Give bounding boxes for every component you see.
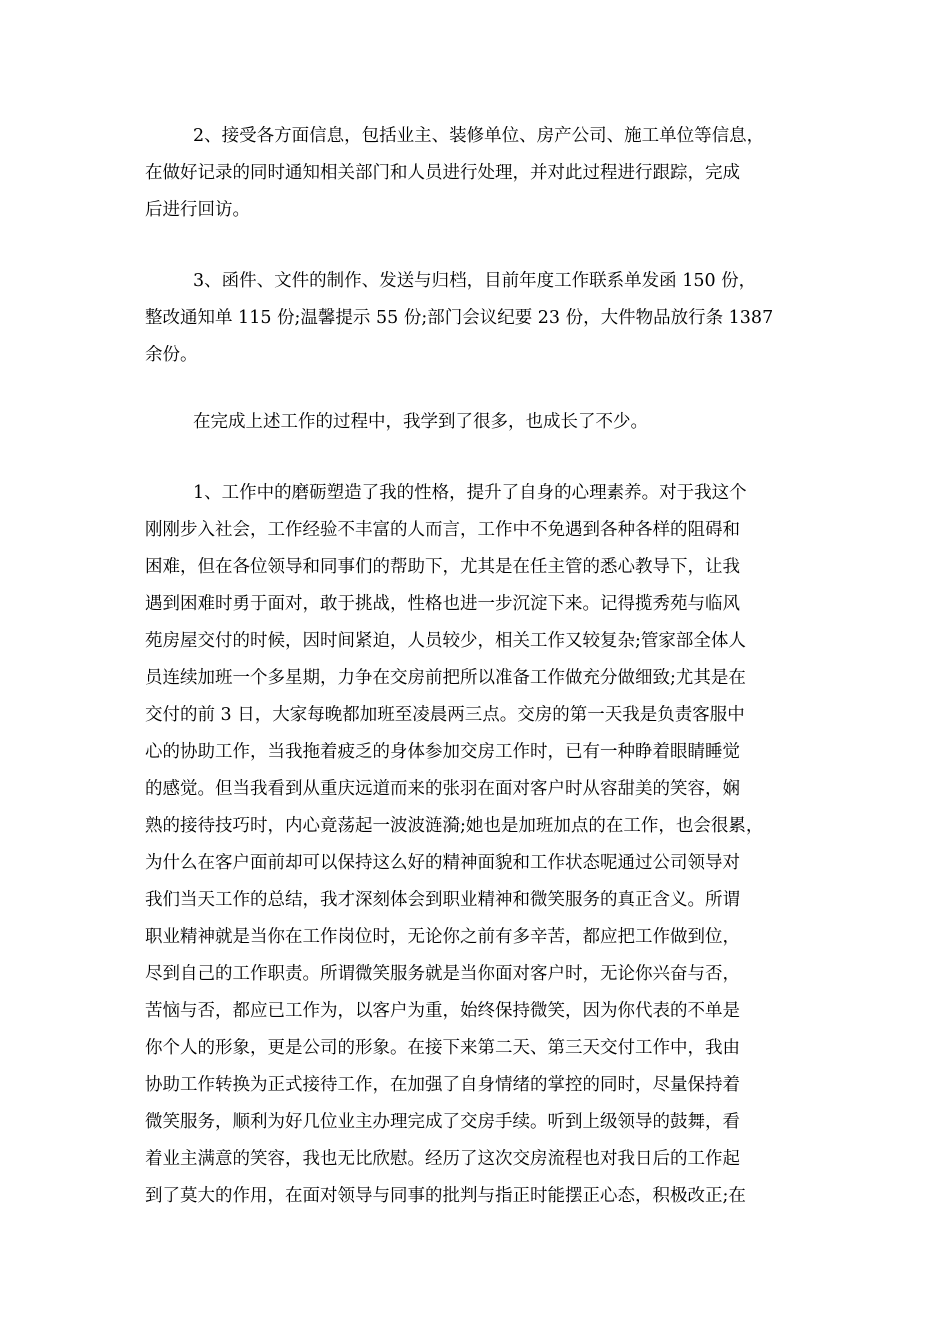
text-line: 到了莫大的作用，在面对领导与同事的批判与指正时能摆正心态，积极改正;在 — [145, 1186, 746, 1206]
text-line: 着业主满意的笑容，我也无比欣慰。经历了这次交房流程也对我日后的工作起 — [145, 1149, 740, 1169]
text-line: 整改通知单 115 份;温馨提示 55 份;部门会议纪要 23 份，大件物品放行条 1387 — [145, 308, 774, 328]
text-line: 后进行回访。 — [145, 200, 250, 220]
text-line: 2、接受各方面信息，包括业主、装修单位、房产公司、施工单位等信息， — [193, 126, 765, 146]
paragraph-item-1-growth — [145, 475, 825, 1215]
paragraph-summary — [145, 404, 825, 441]
paragraph-item-2-info-handling — [145, 118, 825, 229]
text-line: 刚刚步入社会，工作经验不丰富的人而言，工作中不免遇到各种各样的阻碍和 — [145, 520, 740, 540]
text-line: 3、函件、文件的制作、发送与归档，目前年度工作联系单发函 150 份， — [193, 271, 757, 291]
text-line: 职业精神就是当你在工作岗位时，无论你之前有多辛苦，都应把工作做到位， — [145, 927, 740, 947]
text-line: 的感觉。但当我看到从重庆远道而来的张羽在面对客户时从容甜美的笑容，娴 — [145, 779, 740, 799]
text-line: 苑房屋交付的时候，因时间紧迫，人员较少，相关工作又较复杂;管家部全体人 — [145, 631, 746, 651]
paragraph-item-3-documents — [145, 263, 825, 374]
text-line: 1、工作中的磨砺塑造了我的性格，提升了自身的心理素养。对于我这个 — [193, 483, 747, 503]
text-line: 熟的接待技巧时，内心竟荡起一波波涟漪;她也是加班加点的在工作，也会很累， — [145, 816, 764, 836]
text-line: 协助工作转换为正式接待工作，在加强了自身情绪的掌控的同时，尽量保持着 — [145, 1075, 740, 1095]
text-line: 你个人的形象，更是公司的形象。在接下来第二天、第三天交付工作中，我由 — [145, 1038, 740, 1058]
text-line: 心的协助工作，当我拖着疲乏的身体参加交房工作时，已有一种睁着眼睛睡觉 — [145, 742, 740, 762]
text-line: 遇到困难时勇于面对，敢于挑战，性格也进一步沉淀下来。记得揽秀苑与临风 — [145, 594, 740, 614]
text-line: 尽到自己的工作职责。所谓微笑服务就是当你面对客户时，无论你兴奋与否， — [145, 964, 740, 984]
text-line: 在完成上述工作的过程中，我学到了很多，也成长了不少。 — [193, 412, 648, 432]
text-line: 苦恼与否，都应已工作为，以客户为重，始终保持微笑，因为你代表的不单是 — [145, 1001, 740, 1021]
text-line: 为什么在客户面前却可以保持这么好的精神面貌和工作状态呢通过公司领导对 — [145, 853, 740, 873]
text-line: 微笑服务，顺利为好几位业主办理完成了交房手续。听到上级领导的鼓舞，看 — [145, 1112, 740, 1132]
text-line: 我们当天工作的总结，我才深刻体会到职业精神和微笑服务的真正含义。所谓 — [145, 890, 740, 910]
text-line: 余份。 — [145, 345, 198, 365]
text-line: 交付的前 3 日，大家每晚都加班至凌晨两三点。交房的第一天我是负责客服中 — [145, 705, 745, 725]
text-line: 在做好记录的同时通知相关部门和人员进行处理，并对此过程进行跟踪，完成 — [145, 163, 740, 183]
text-line: 员连续加班一个多星期，力争在交房前把所以准备工作做充分做细致;尤其是在 — [145, 668, 746, 688]
text-line: 困难，但在各位领导和同事们的帮助下，尤其是在任主管的悉心教导下，让我 — [145, 557, 740, 577]
